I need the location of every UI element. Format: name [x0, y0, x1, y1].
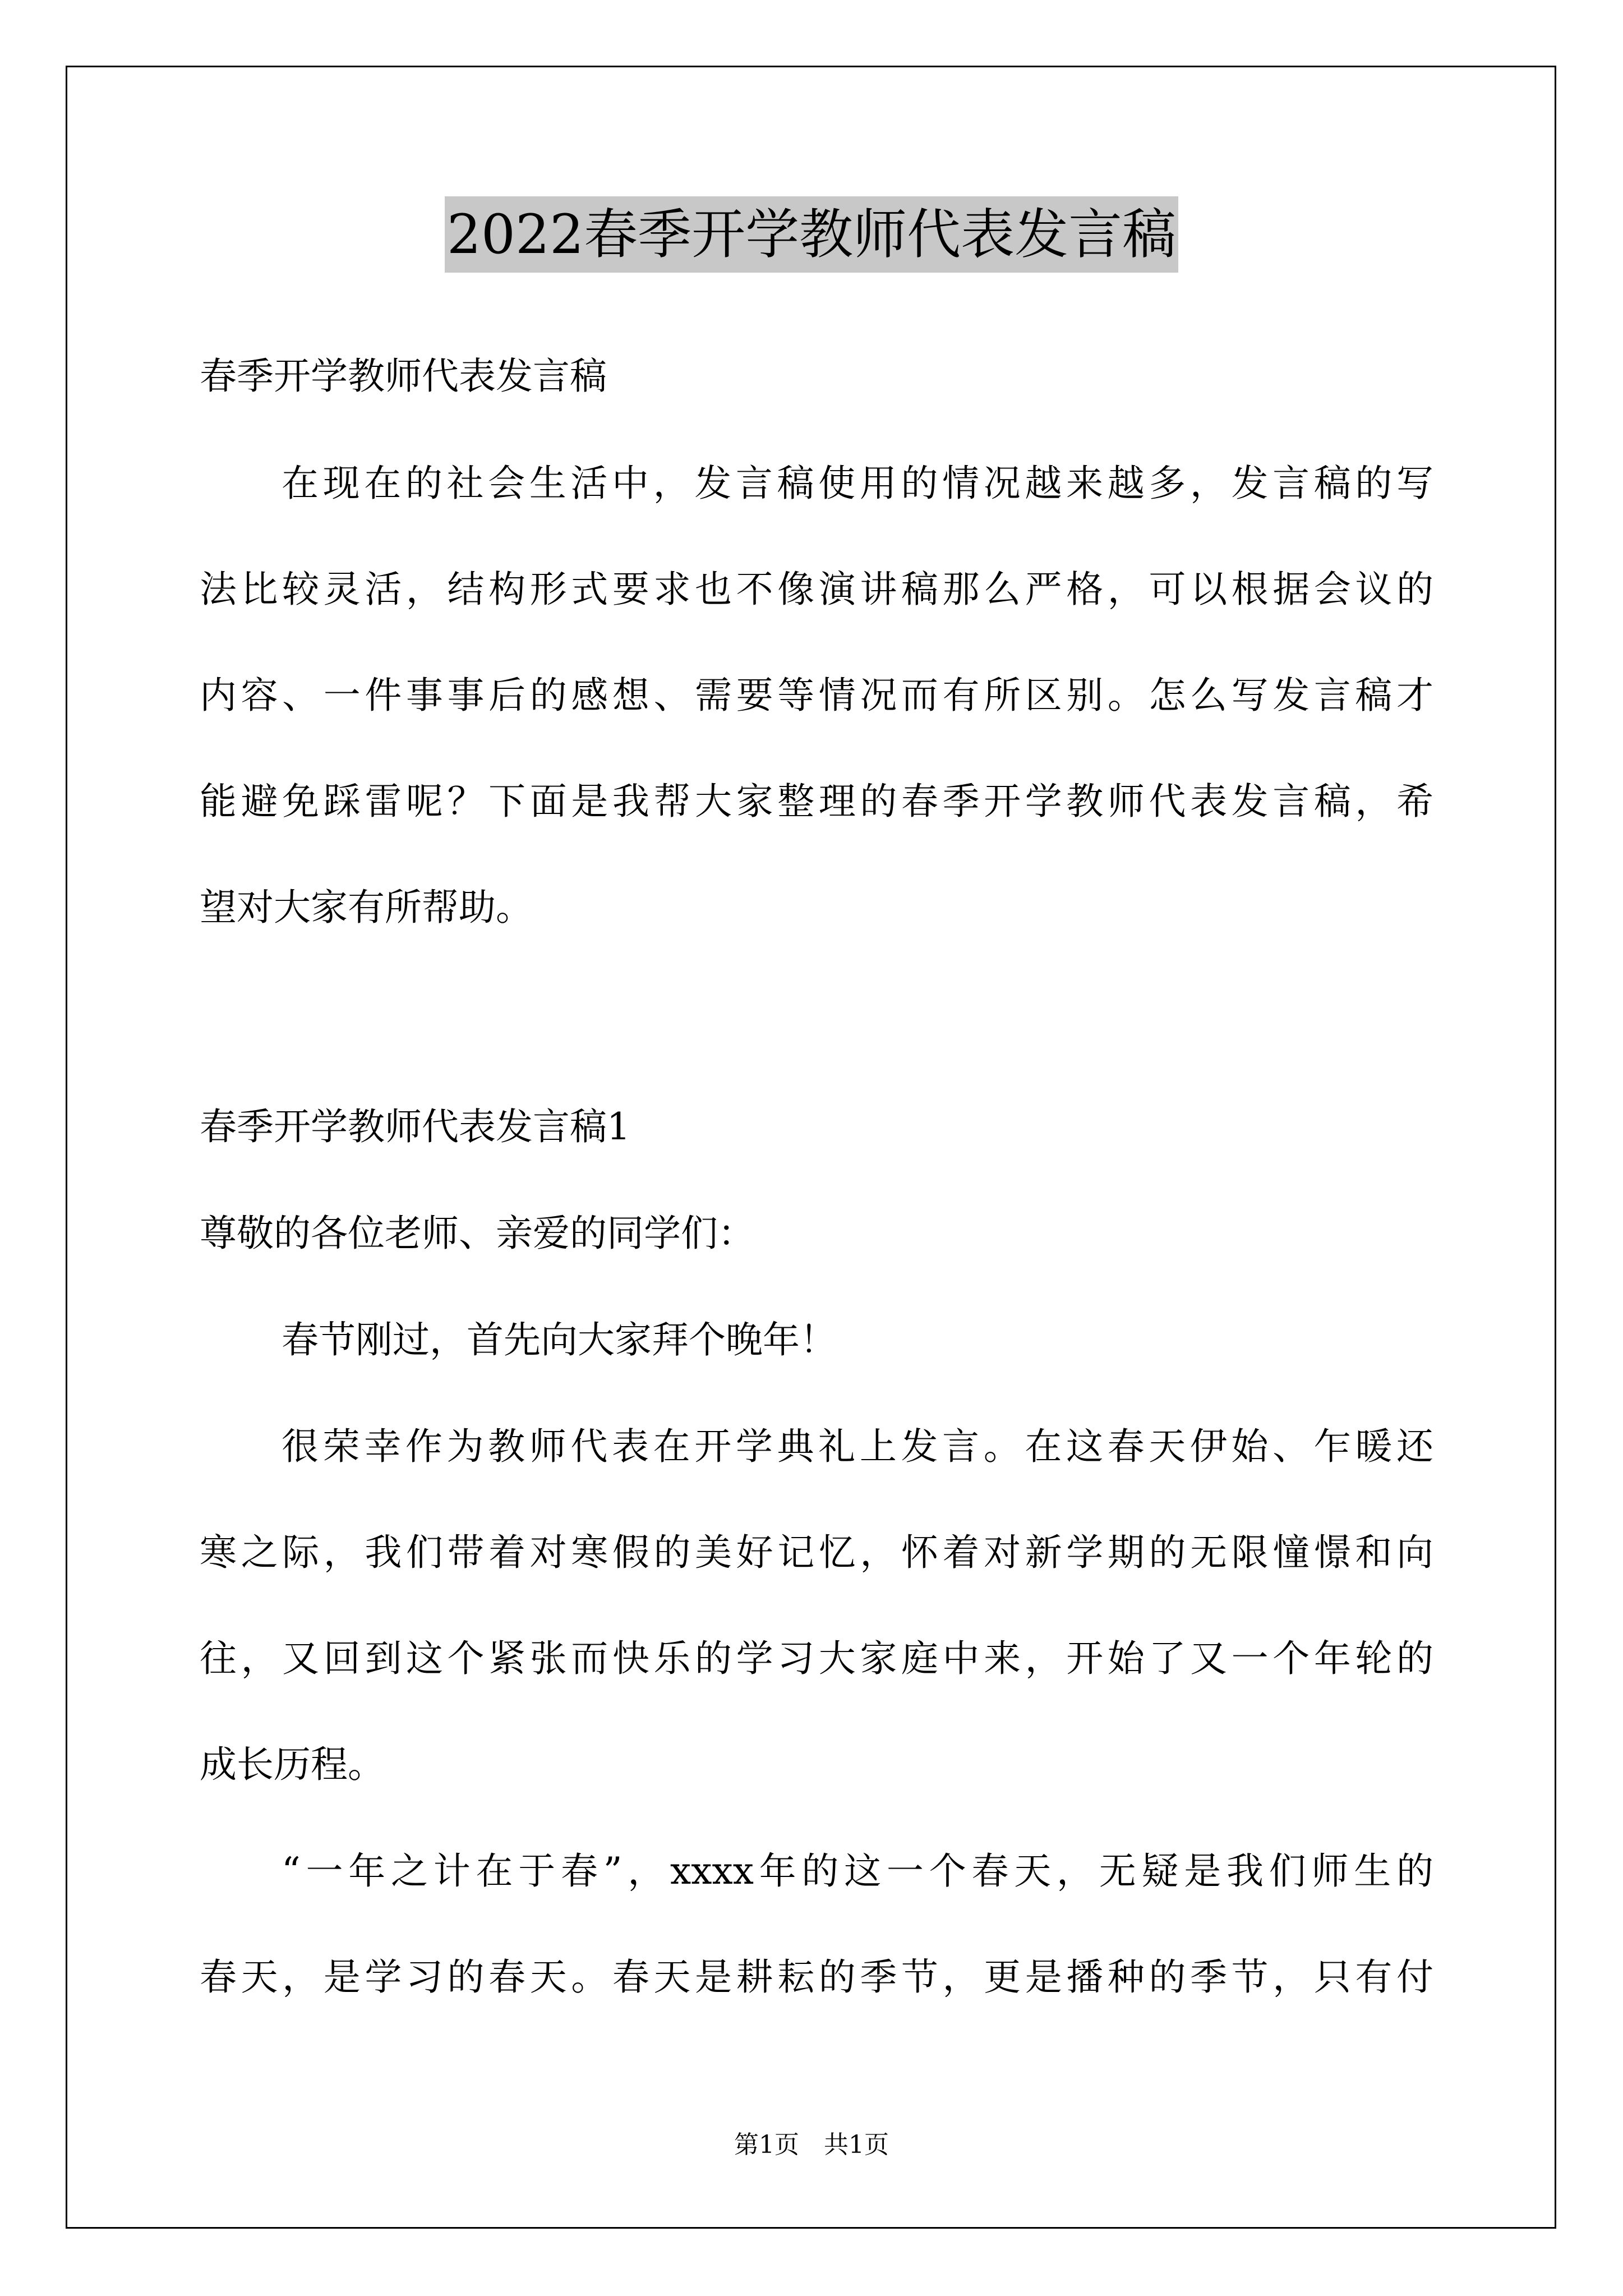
salutation: 尊敬的各位老师、亲爱的同学们： [200, 1212, 755, 1255]
document-subtitle: 春季开学教师代表发言稿 [200, 355, 607, 398]
para2-line-2: 春天，是学习的春天。春天是耕耘的季节，更是播种的季节，只有付 [200, 1955, 1433, 1999]
para1-line-1: 很荣幸作为教师代表在开学典礼上发言。在这春天伊始、乍暖还 [282, 1425, 1433, 1468]
intro-line-3: 内容、一件事事后的感想、需要等情况而有所区别。怎么写发言稿才 [200, 674, 1433, 717]
para1-line-2: 寒之际，我们带着对寒假的美好记忆，怀着对新学期的无限憧憬和向 [200, 1531, 1433, 1574]
document-title: 2022春季开学教师代表发言稿 [445, 196, 1178, 273]
para1-line-4: 成长历程。 [200, 1743, 385, 1786]
title-container [0, 196, 1623, 273]
para2-line-1: “一年之计在于春”，xxxx年的这一个春天，无疑是我们师生的 [282, 1849, 1433, 1893]
para1-line-3: 往，又回到这个紧张而快乐的学习大家庭中来，开始了又一个年轮的 [200, 1637, 1433, 1680]
greeting-line: 春节刚过，首先向大家拜个晚年！ [282, 1318, 837, 1361]
intro-line-1: 在现在的社会生活中，发言稿使用的情况越来越多，发言稿的写 [282, 462, 1433, 505]
intro-line-5: 望对大家有所帮助。 [200, 886, 533, 929]
page-footer: 第1页 共1页 [734, 2131, 889, 2159]
section-heading: 春季开学教师代表发言稿1 [200, 1105, 630, 1148]
intro-line-2: 法比较灵活，结构形式要求也不像演讲稿那么严格，可以根据会议的 [200, 568, 1433, 611]
intro-line-4: 能避免踩雷呢？下面是我帮大家整理的春季开学教师代表发言稿，希 [200, 780, 1433, 823]
